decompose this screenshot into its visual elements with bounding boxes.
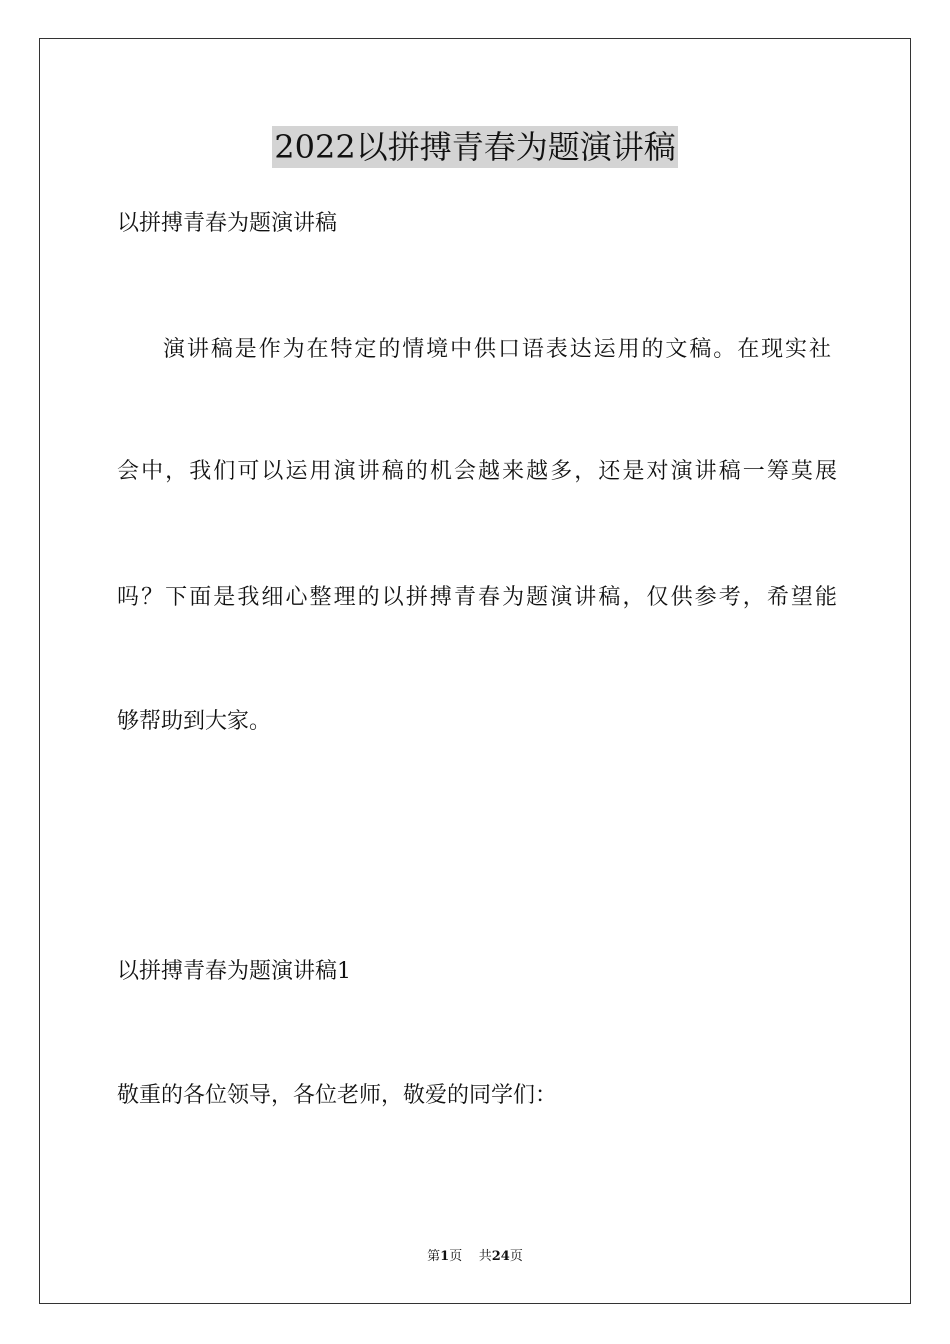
section-heading: 以拼搏青春为题演讲稿1 [117, 959, 351, 984]
footer-page-prefix: 第 [427, 1249, 441, 1264]
footer-total-prefix: 共 [478, 1249, 492, 1264]
document-title-text: 2022以拼搏青春为题演讲稿 [274, 128, 676, 166]
footer-page-suffix: 页 [449, 1249, 463, 1264]
document-title [0, 126, 950, 168]
footer-total-pages: 24 [491, 1249, 510, 1264]
footer-page-number: 1 [440, 1249, 450, 1264]
intro-line-2: 会中，我们可以运用演讲稿的机会越来越多，还是对演讲稿一筹莫展 [117, 459, 837, 484]
intro-line-1: 演讲稿是作为在特定的情境中供口语表达运用的文稿。在现实社 [163, 337, 831, 362]
document-subtitle: 以拼搏青春为题演讲稿 [117, 211, 338, 236]
intro-line-3: 吗？下面是我细心整理的以拼搏青春为题演讲稿，仅供参考，希望能 [117, 585, 837, 610]
footer-total-suffix: 页 [509, 1249, 523, 1264]
salutation: 敬重的各位领导，各位老师，敬爱的同学们： [117, 1083, 558, 1108]
intro-line-4: 够帮助到大家。 [117, 709, 272, 734]
page-footer [0, 1248, 950, 1266]
